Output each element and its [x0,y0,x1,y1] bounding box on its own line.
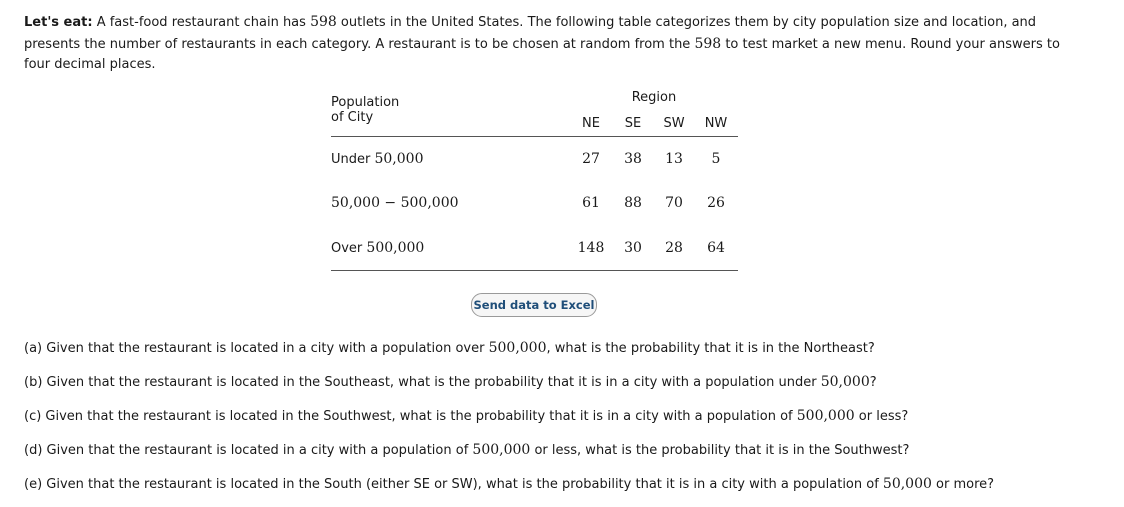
question-number: 50,000 [820,374,870,390]
intro-total: 598 [694,35,722,52]
table-cell: 30 [624,240,642,256]
row-label-text: Under [331,152,375,167]
question-number: 50,000 [882,476,932,492]
question-text: (e) Given that the restaurant is located in the South (either SE or SW), what is the probability that it is in a city with a population of [24,477,883,492]
problem-intro [24,12,1124,76]
table-cell: 70 [665,195,683,211]
header-rule [331,136,738,137]
intro-text: A fast-food restaurant chain has [92,15,311,30]
table-cell: 88 [624,195,642,211]
row-header-line2: of City [331,110,374,125]
table-cell: 13 [665,151,683,167]
column-header-se: SE [624,116,642,131]
row-label-number: 50,000 − 500,000 [331,195,459,211]
table-cell: 26 [707,195,725,211]
row-label-under-50000 [331,151,423,168]
intro-line-1 [24,12,1124,34]
column-header-ne: NE [582,116,600,131]
table-cell: 5 [711,151,721,167]
question-text: ? [869,375,877,390]
question-a [24,340,875,356]
table-cell: 61 [582,195,600,211]
intro-line-3: four decimal places. [24,57,156,72]
intro-line-2 [24,34,1124,56]
question-b [24,374,877,390]
question-text: (c) Given that the restaurant is located in the Southwest, what is the probability that it is in a city with a population of [24,409,797,424]
intro-text: presents the number of restaurants in each category. A restaurant is to be chosen at random from the [24,36,695,52]
question-c [24,408,908,424]
row-label-number: 50,000 [374,151,424,167]
row-label-50000-500000 [331,195,459,212]
question-text: (b) Given that the restaurant is located in the Southeast, what is the probability that it is in a city with a population under [24,375,821,390]
question-text: , what is the probability that it is in the Northeast? [546,341,875,356]
send-to-excel-button[interactable]: Send data to Excel [471,293,597,317]
data-table [331,88,738,273]
intro-bold-label: Let's eat: [24,15,93,30]
row-label-text: Over [331,241,367,256]
intro-total: 598 [310,14,337,30]
question-text: or less? [854,409,909,424]
intro-text: outlets in the United States. The following table categorizes them by city population size and location, and [336,15,1037,30]
question-number: 500,000 [488,340,547,356]
question-e [24,476,994,492]
question-text: or more? [931,477,995,492]
question-text: (a) Given that the restaurant is located in a city with a population over [24,341,489,356]
bottom-rule [331,270,738,271]
question-text: or less, what is the probability that it is in the Southwest? [530,443,910,458]
table-cell: 64 [707,240,725,256]
question-number: 500,000 [796,408,855,424]
row-header-line1: Population [331,95,400,110]
intro-text: to test market a new menu. Round your answers to [721,36,1060,52]
question-d [24,442,909,458]
region-header: Region [631,90,677,105]
column-header-nw: NW [704,116,728,131]
question-number: 500,000 [472,442,531,458]
table-cell: 28 [665,240,683,256]
question-text: (d) Given that the restaurant is located in a city with a population of [24,443,473,458]
row-label-number: 500,000 [366,240,425,256]
table-cell: 27 [582,151,600,167]
table-cell: 38 [624,151,642,167]
table-cell: 148 [577,240,605,256]
row-label-over-500000 [331,240,424,257]
column-header-sw: SW [663,116,685,131]
